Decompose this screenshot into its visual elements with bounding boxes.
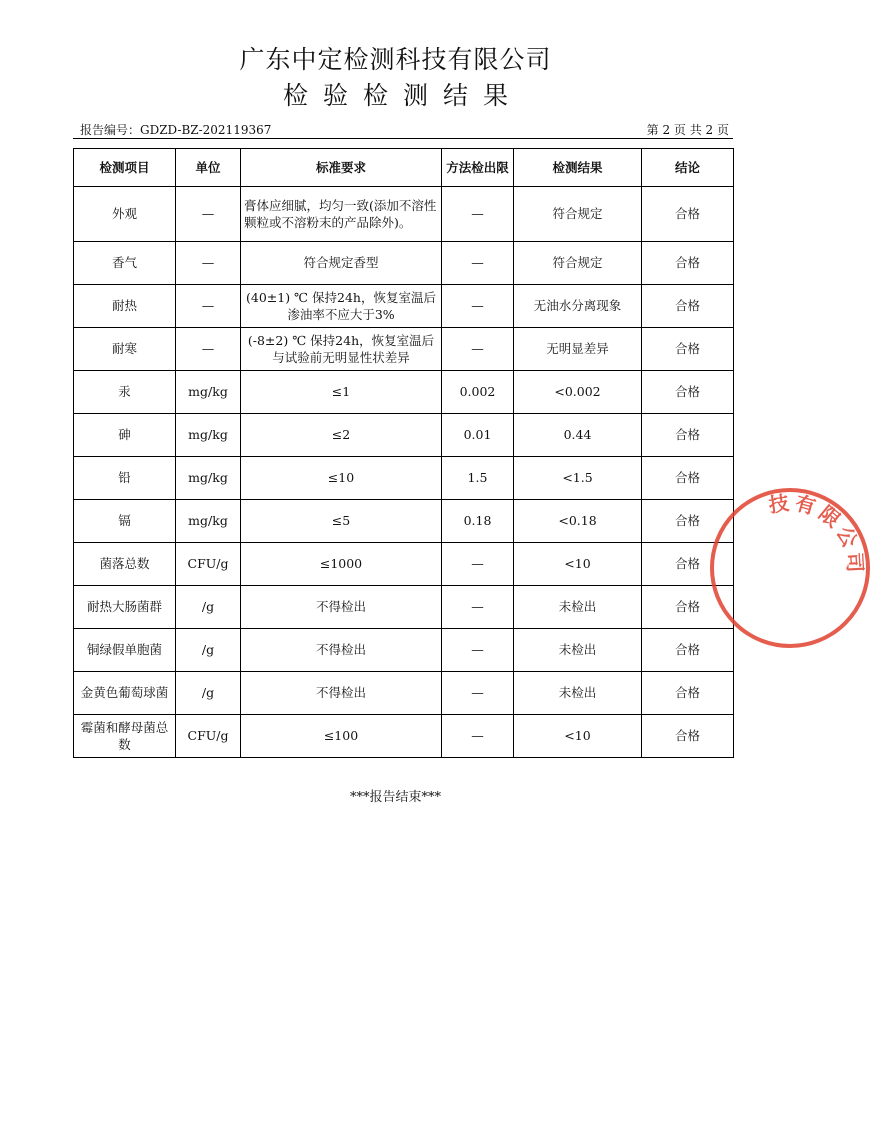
table-row	[74, 586, 734, 629]
table-row	[74, 285, 734, 328]
cell-unit: mg/kg	[176, 457, 241, 500]
cell-limit: —	[442, 715, 514, 758]
cell-unit: /g	[176, 629, 241, 672]
cell-result: <1.5	[514, 457, 642, 500]
cell-item: 外观	[74, 187, 176, 242]
cell-standard: (-8±2) ℃ 保持24h，恢复室温后与试验前无明显性状差异	[241, 328, 442, 371]
table-row	[74, 457, 734, 500]
cell-limit: —	[442, 187, 514, 242]
cell-limit: 0.01	[442, 414, 514, 457]
cell-unit: —	[176, 285, 241, 328]
cell-conclusion: 合格	[642, 586, 734, 629]
cell-conclusion: 合格	[642, 629, 734, 672]
cell-standard: ≤1	[241, 371, 442, 414]
cell-conclusion: 合格	[642, 285, 734, 328]
cell-result: 无明显差异	[514, 328, 642, 371]
cell-result: <10	[514, 543, 642, 586]
cell-standard: ≤100	[241, 715, 442, 758]
company-name: 广东中定检测科技有限公司	[239, 45, 552, 74]
cell-unit: mg/kg	[176, 371, 241, 414]
cell-conclusion: 合格	[642, 543, 734, 586]
cell-limit: 1.5	[442, 457, 514, 500]
cell-item: 霉菌和酵母菌总数	[74, 715, 176, 758]
cell-standard: ≤10	[241, 457, 442, 500]
table-row	[74, 187, 734, 242]
cell-item: 汞	[74, 371, 176, 414]
cell-unit: /g	[176, 672, 241, 715]
cell-limit: —	[442, 629, 514, 672]
table-row	[74, 242, 734, 285]
cell-unit: mg/kg	[176, 500, 241, 543]
cell-item: 耐热	[74, 285, 176, 328]
cell-item: 砷	[74, 414, 176, 457]
cell-item: 香气	[74, 242, 176, 285]
cell-limit: —	[442, 328, 514, 371]
cell-standard: ≤1000	[241, 543, 442, 586]
table-row	[74, 328, 734, 371]
cell-result: 符合规定	[514, 187, 642, 242]
cell-unit: CFU/g	[176, 715, 241, 758]
cell-standard: 不得检出	[241, 586, 442, 629]
table-row	[74, 715, 734, 758]
header-divider	[73, 138, 733, 139]
table-row	[74, 414, 734, 457]
cell-conclusion: 合格	[642, 500, 734, 543]
cell-result: <0.002	[514, 371, 642, 414]
cell-standard: 符合规定香型	[241, 242, 442, 285]
cell-conclusion: 合格	[642, 328, 734, 371]
cell-result: <0.18	[514, 500, 642, 543]
table-row	[74, 371, 734, 414]
table-header-row	[74, 149, 734, 187]
cell-unit: —	[176, 328, 241, 371]
cell-unit: —	[176, 242, 241, 285]
cell-standard: 不得检出	[241, 629, 442, 672]
cell-standard: ≤5	[241, 500, 442, 543]
cell-item: 铅	[74, 457, 176, 500]
table-row	[74, 500, 734, 543]
cell-result: 未检出	[514, 586, 642, 629]
cell-limit: —	[442, 242, 514, 285]
cell-item: 耐寒	[74, 328, 176, 371]
column-header-result: 检测结果	[514, 149, 642, 187]
column-header-standard: 标准要求	[241, 149, 442, 187]
column-header-unit: 单位	[176, 149, 241, 187]
cell-limit: 0.002	[442, 371, 514, 414]
results-table	[73, 148, 734, 758]
table-row	[74, 543, 734, 586]
cell-unit: —	[176, 187, 241, 242]
document-title: 检验检测结果	[282, 81, 523, 110]
cell-limit: —	[442, 672, 514, 715]
table-row	[74, 672, 734, 715]
svg-text:技有限公司: 技有限公司	[767, 490, 868, 578]
cell-result: <10	[514, 715, 642, 758]
cell-conclusion: 合格	[642, 457, 734, 500]
table-row	[74, 629, 734, 672]
cell-conclusion: 合格	[642, 672, 734, 715]
cell-item: 菌落总数	[74, 543, 176, 586]
cell-conclusion: 合格	[642, 371, 734, 414]
cell-limit: —	[442, 586, 514, 629]
cell-item: 金黄色葡萄球菌	[74, 672, 176, 715]
cell-unit: /g	[176, 586, 241, 629]
page-info: 第 2 页 共 2 页	[646, 123, 729, 137]
column-header-limit: 方法检出限	[442, 149, 514, 187]
cell-conclusion: 合格	[642, 414, 734, 457]
cell-result: 0.44	[514, 414, 642, 457]
cell-conclusion: 合格	[642, 242, 734, 285]
cell-standard: (40±1) ℃ 保持24h，恢复室温后渗油率不应大于3%	[241, 285, 442, 328]
cell-unit: CFU/g	[176, 543, 241, 586]
cell-conclusion: 合格	[642, 715, 734, 758]
cell-result: 未检出	[514, 672, 642, 715]
report-number: 报告编号：GDZD-BZ-202119367	[80, 123, 272, 137]
column-header-item: 检测项目	[74, 149, 176, 187]
cell-limit: —	[442, 285, 514, 328]
cell-conclusion: 合格	[642, 187, 734, 242]
cell-limit: 0.18	[442, 500, 514, 543]
cell-standard: 膏体应细腻，均匀一致(添加不溶性颗粒或不溶粉末的产品除外)。	[241, 187, 442, 242]
cell-item: 耐热大肠菌群	[74, 586, 176, 629]
cell-result: 符合规定	[514, 242, 642, 285]
report-end-marker: ***报告结束***	[349, 790, 441, 805]
cell-standard: 不得检出	[241, 672, 442, 715]
cell-result: 未检出	[514, 629, 642, 672]
cell-item: 铜绿假单胞菌	[74, 629, 176, 672]
cell-item: 镉	[74, 500, 176, 543]
column-header-conclusion: 结论	[642, 149, 734, 187]
cell-standard: ≤2	[241, 414, 442, 457]
cell-limit: —	[442, 543, 514, 586]
cell-unit: mg/kg	[176, 414, 241, 457]
cell-result: 无油水分离现象	[514, 285, 642, 328]
